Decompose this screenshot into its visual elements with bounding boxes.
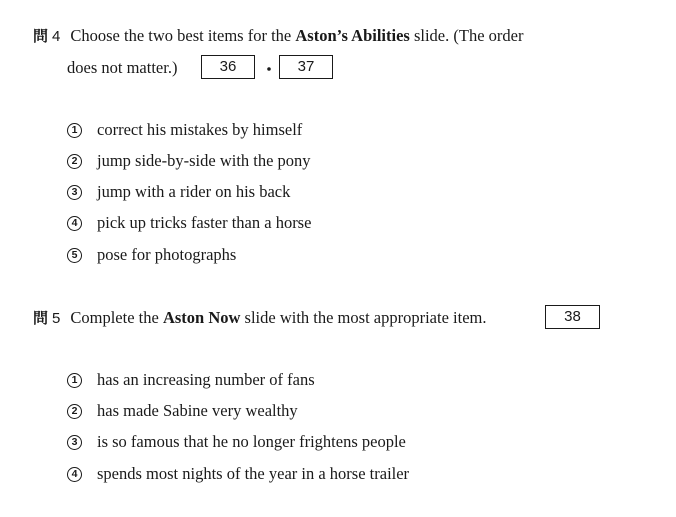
answer-separator: ・ [261, 62, 278, 79]
circled-number-1-icon: 1 [67, 123, 82, 138]
q4-option-2[interactable] [67, 150, 311, 172]
q5-text-after: slide with the most appropriate item. [240, 308, 487, 327]
q4-prompt-line2: does not matter.) [67, 58, 178, 77]
q5-option-2[interactable] [67, 400, 298, 422]
answer-box-38[interactable]: 38 [545, 305, 600, 329]
q4-bold-text: Aston’s Abilities [295, 26, 410, 45]
q5-option-3[interactable] [67, 431, 406, 453]
q5-option-4[interactable] [67, 463, 409, 485]
q5-bold-text: Aston Now [162, 308, 241, 327]
circled-number-5-icon: 5 [67, 248, 82, 263]
q4-prompt-line1 [33, 25, 523, 48]
q5-option-4-text: spends most nights of the year in a horse trailer [97, 464, 410, 483]
q5-label: 問 [33, 309, 49, 327]
q5-number: 5 [52, 310, 61, 327]
q4-text-before: Choose the two best items for the [70, 26, 296, 45]
q5-option-3-text: is so famous that he no longer frightens people [97, 432, 406, 451]
q5-option-1[interactable] [67, 369, 315, 391]
q4-option-4[interactable] [67, 212, 311, 234]
q4-number: 4 [52, 28, 61, 45]
q4-option-2-text: jump side-by-side with the pony [97, 151, 311, 170]
q4-option-1[interactable] [67, 119, 302, 141]
q4-label: 問 [33, 27, 49, 45]
circled-number-3-icon: 3 [67, 185, 82, 200]
q4-option-4-text: pick up tricks faster than a horse [97, 213, 312, 232]
q5-option-2-text: has made Sabine very wealthy [97, 401, 298, 420]
circled-number-2-icon: 2 [67, 404, 82, 419]
circled-number-4-icon: 4 [67, 216, 82, 231]
circled-number-2-icon: 2 [67, 154, 82, 169]
circled-number-4-icon: 4 [67, 467, 82, 482]
answer-box-37[interactable]: 37 [279, 55, 333, 79]
q5-prompt [33, 307, 486, 330]
q5-option-1-text: has an increasing number of fans [97, 370, 315, 389]
q4-text-after: slide. (The order [409, 26, 524, 45]
circled-number-3-icon: 3 [67, 435, 82, 450]
q4-option-3-text: jump with a rider on his back [97, 182, 291, 201]
q5-text-before: Complete the [70, 308, 163, 327]
q4-option-5-text: pose for photographs [97, 245, 237, 264]
q4-option-3[interactable] [67, 181, 290, 203]
answer-box-36[interactable]: 36 [201, 55, 255, 79]
circled-number-1-icon: 1 [67, 373, 82, 388]
q4-option-1-text: correct his mistakes by himself [97, 120, 303, 139]
q4-option-5[interactable] [67, 244, 236, 266]
